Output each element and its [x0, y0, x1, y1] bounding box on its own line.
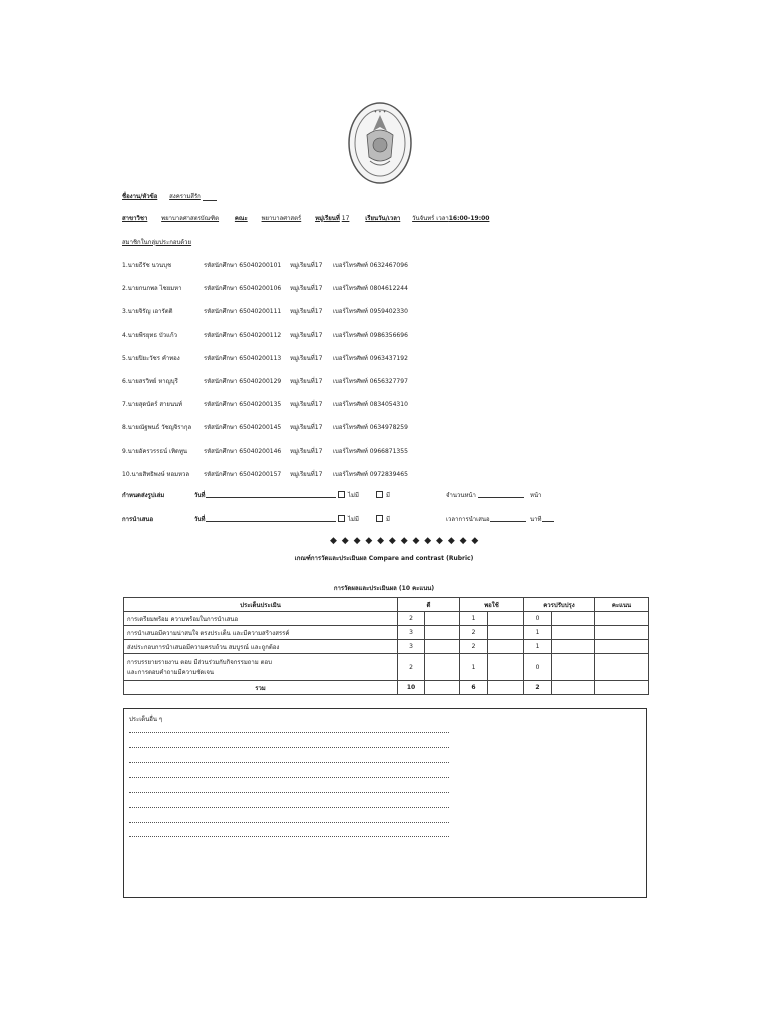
- good-score: 3: [398, 640, 425, 654]
- member-phone: เบอร์โทรศัพท์ 0986356696: [333, 331, 408, 339]
- comments-box[interactable]: [123, 708, 647, 898]
- member-student-id: รหัสนักศึกษา 65040200113: [204, 354, 282, 362]
- svg-text:✦ ✦ ✦: ✦ ✦ ✦: [373, 109, 387, 114]
- submission-label: กำหนดส่งรูปเล่ม: [122, 492, 165, 499]
- check-cell[interactable]: [552, 640, 595, 654]
- total-row: [124, 681, 649, 695]
- criterion-text: การบรรยายรายงาน ตอบ มีส่วนร่วมกับกิจกรรมถาม ตอบ: [127, 659, 272, 666]
- topic-value: สงครามสีรัก: [169, 193, 201, 200]
- member-student-id: รหัสนักศึกษา 65040200135: [204, 401, 282, 409]
- checkbox[interactable]: [338, 515, 345, 522]
- group-label: หมู่เรียนที่: [315, 215, 340, 222]
- score-cell[interactable]: [595, 640, 649, 654]
- major-label: สาขาวิชา: [122, 215, 148, 222]
- criterion-text-line2: และการตอบคำถามมีความชัดเจน: [127, 669, 214, 676]
- member-name: 6.นายสรวิทย์ หาญบุรี: [122, 378, 178, 385]
- comment-line[interactable]: [129, 761, 449, 763]
- criterion-text: การนำเสนอมีความน่าสนใจ ตรงประเด็น และมีความสร้างสรรค์: [127, 629, 290, 637]
- total-fair: 6: [460, 681, 488, 695]
- time-value-day: วันจันทร์ เวลา: [412, 215, 449, 222]
- member-phone: เบอร์โทรศัพท์ 0804612244: [333, 285, 408, 293]
- comment-line[interactable]: [129, 731, 449, 733]
- member-group: หมู่เรียนที่17: [290, 262, 323, 269]
- table-header-row: [124, 598, 649, 612]
- member-name: 1.นายธีรัช นวนบุช: [122, 262, 172, 269]
- fair-score: 2: [460, 626, 488, 640]
- table-row: [124, 654, 649, 681]
- rubric-table: [123, 597, 649, 695]
- member-name: 10.นายสิทธิพงษ์ หอมหวล: [122, 470, 190, 478]
- member-group: หมู่เรียนที่17: [290, 401, 323, 409]
- member-name: 9.นายอัครวรรธน์ เทิดทูน: [122, 447, 187, 455]
- comment-line[interactable]: [129, 821, 449, 823]
- header-improve: ควรปรับปรุง: [524, 598, 595, 612]
- member-student-id: รหัสนักศึกษา 65040200112: [204, 331, 282, 339]
- good-score: 2: [398, 612, 425, 626]
- good-score: 2: [398, 654, 425, 681]
- member-phone: เบอร์โทรศัพท์ 0972839465: [333, 470, 408, 478]
- checkbox[interactable]: [338, 491, 345, 498]
- comment-line[interactable]: [129, 835, 449, 837]
- presentation-time-line[interactable]: [490, 521, 526, 522]
- time-value-hours: 16:00-19:00: [448, 215, 490, 222]
- submission-date-line[interactable]: [206, 497, 336, 498]
- comments-label: ประเด็นอื่น ๆ: [129, 716, 163, 723]
- checkbox[interactable]: [376, 515, 383, 522]
- member-phone: เบอร์โทรศัพท์ 0959402330: [333, 308, 408, 316]
- header-fair: พอใช้: [460, 598, 524, 612]
- check-cell[interactable]: [488, 626, 524, 640]
- criterion-cell: [124, 654, 398, 681]
- submission-has-option[interactable]: มี: [376, 490, 390, 500]
- member-phone: เบอร์โทรศัพท์ 0632467096: [333, 262, 408, 269]
- total-improve: 2: [524, 681, 552, 695]
- member-phone: เบอร์โทรศัพท์ 0834054310: [333, 401, 408, 409]
- university-seal-logo: [347, 101, 413, 185]
- total-label: รวม: [124, 681, 398, 695]
- presentation-date-line[interactable]: [206, 521, 336, 522]
- fair-score: 1: [460, 654, 488, 681]
- member-phone: เบอร์โทรศัพท์ 0966871355: [333, 447, 408, 455]
- check-cell[interactable]: [552, 626, 595, 640]
- check-cell[interactable]: [425, 612, 460, 626]
- check-cell[interactable]: [552, 612, 595, 626]
- presentation-none-option[interactable]: ไม่มี: [338, 514, 359, 524]
- group-value: 17: [341, 215, 350, 222]
- member-name: 3.นายจิรัญ เอารัตติ: [122, 308, 173, 316]
- total-good: 10: [398, 681, 425, 695]
- criterion-cell: [124, 640, 398, 654]
- presentation-has-option[interactable]: มี: [376, 514, 390, 524]
- table-row: [124, 640, 649, 654]
- members-label: สมาชิกในกลุ่มประกอบด้วย: [122, 239, 192, 246]
- member-group: หมู่เรียนที่17: [290, 378, 323, 385]
- submission-date-label: วันที่: [194, 492, 206, 499]
- check-cell[interactable]: [488, 654, 524, 681]
- member-group: หมู่เรียนที่17: [290, 354, 323, 362]
- presentation-time-label: เวลาการนำเสนอ: [446, 516, 490, 523]
- check-cell[interactable]: [488, 612, 524, 626]
- member-group: หมู่เรียนที่17: [290, 424, 323, 432]
- good-score: 3: [398, 626, 425, 640]
- presentation-label: การนำเสนอ: [122, 516, 154, 523]
- member-group: หมู่เรียนที่17: [290, 308, 323, 316]
- criterion-text: การเตรียมพร้อม ความพร้อมในการนำเสนอ: [127, 615, 239, 623]
- improve-score: 1: [524, 626, 552, 640]
- check-cell[interactable]: [425, 654, 460, 681]
- improve-score: 0: [524, 654, 552, 681]
- criterion-cell: [124, 612, 398, 626]
- time-label: เรียนวัน/เวลา: [365, 215, 401, 222]
- member-name: 2.นายกนกพล ไชยมหา: [122, 285, 182, 293]
- table-title: การวัดผลและประเมินผล (10 คะแนน): [333, 585, 435, 592]
- page-count-label: จำนวนหน้า: [446, 492, 476, 499]
- table-row: [124, 626, 649, 640]
- rubric-title: เกณฑ์การวัดและประเมินผล Compare and contrast (Rubric): [294, 555, 474, 562]
- topic-label: ชื่องาน/หัวข้อ: [122, 193, 158, 200]
- check-cell[interactable]: [488, 640, 524, 654]
- member-group: หมู่เรียนที่17: [290, 331, 323, 339]
- member-student-id: รหัสนักศึกษา 65040200145: [204, 424, 282, 432]
- major-value: พยาบาลศาสตรบัณฑิต: [161, 215, 220, 222]
- score-cell[interactable]: [595, 612, 649, 626]
- check-cell[interactable]: [552, 654, 595, 681]
- comment-line[interactable]: [129, 806, 449, 808]
- page-count-line[interactable]: [478, 497, 524, 498]
- total-score-cell[interactable]: [595, 681, 649, 695]
- submission-row: [122, 490, 562, 500]
- member-phone: เบอร์โทรศัพท์ 0963437192: [333, 354, 408, 362]
- table-row: [124, 612, 649, 626]
- checkbox[interactable]: [376, 491, 383, 498]
- member-group: หมู่เรียนที่17: [290, 447, 323, 455]
- comment-line[interactable]: [129, 776, 449, 778]
- member-group: หมู่เรียนที่17: [290, 285, 323, 293]
- member-phone: เบอร์โทรศัพท์ 0634978259: [333, 424, 408, 432]
- comment-line[interactable]: [129, 746, 449, 748]
- member-name: 5.นายปิยะวัชร คำทอง: [122, 354, 180, 362]
- member-phone: เบอร์โทรศัพท์ 0656327797: [333, 378, 408, 385]
- header-criterion: ประเด็นประเมิน: [124, 598, 398, 612]
- improve-score: 1: [524, 640, 552, 654]
- comment-line[interactable]: [129, 791, 449, 793]
- member-student-id: รหัสนักศึกษา 65040200106: [204, 285, 282, 293]
- member-student-id: รหัสนักศึกษา 65040200157: [204, 470, 282, 478]
- fair-score: 2: [460, 640, 488, 654]
- faculty-value: พยาบาลศาสตร์: [261, 215, 302, 222]
- member-group: หมู่เรียนที่17: [290, 470, 323, 478]
- member-name: 8.นายณัฐพนธ์ วัชญจิรากุล: [122, 424, 192, 432]
- page-unit: หน้า: [530, 492, 542, 499]
- member-name: 4.นายพีรยุทธ บัวแก้ว: [122, 331, 177, 339]
- check-cell[interactable]: [425, 640, 460, 654]
- header-good: ดี: [398, 598, 460, 612]
- member-name: 7.นายสุดนัตร์ สายนนท์: [122, 401, 183, 409]
- presentation-row: [122, 514, 562, 524]
- check-cell[interactable]: [425, 626, 460, 640]
- member-student-id: รหัสนักศึกษา 65040200146: [204, 447, 282, 455]
- minute-unit: นาที: [530, 516, 542, 523]
- diamond-divider: ◆ ◆ ◆ ◆ ◆ ◆ ◆ ◆ ◆ ◆ ◆ ◆ ◆: [330, 536, 480, 546]
- score-cell[interactable]: [595, 626, 649, 640]
- presentation-date-label: วันที่: [194, 516, 206, 523]
- faculty-label: คณะ: [234, 215, 248, 222]
- submission-none-option[interactable]: ไม่มี: [338, 490, 359, 500]
- criterion-text: ส่งประกอบการนำเสนอมีความครบถ้วน สมบูรณ์ และถูกต้อง: [127, 643, 280, 651]
- header-score: คะแนน: [595, 598, 649, 612]
- member-student-id: รหัสนักศึกษา 65040200101: [204, 262, 282, 269]
- fair-score: 1: [460, 612, 488, 626]
- improve-score: 0: [524, 612, 552, 626]
- member-student-id: รหัสนักศึกษา 65040200111: [204, 308, 282, 316]
- criterion-cell: [124, 626, 398, 640]
- score-cell[interactable]: [595, 654, 649, 681]
- member-student-id: รหัสนักศึกษา 65040200129: [204, 378, 282, 385]
